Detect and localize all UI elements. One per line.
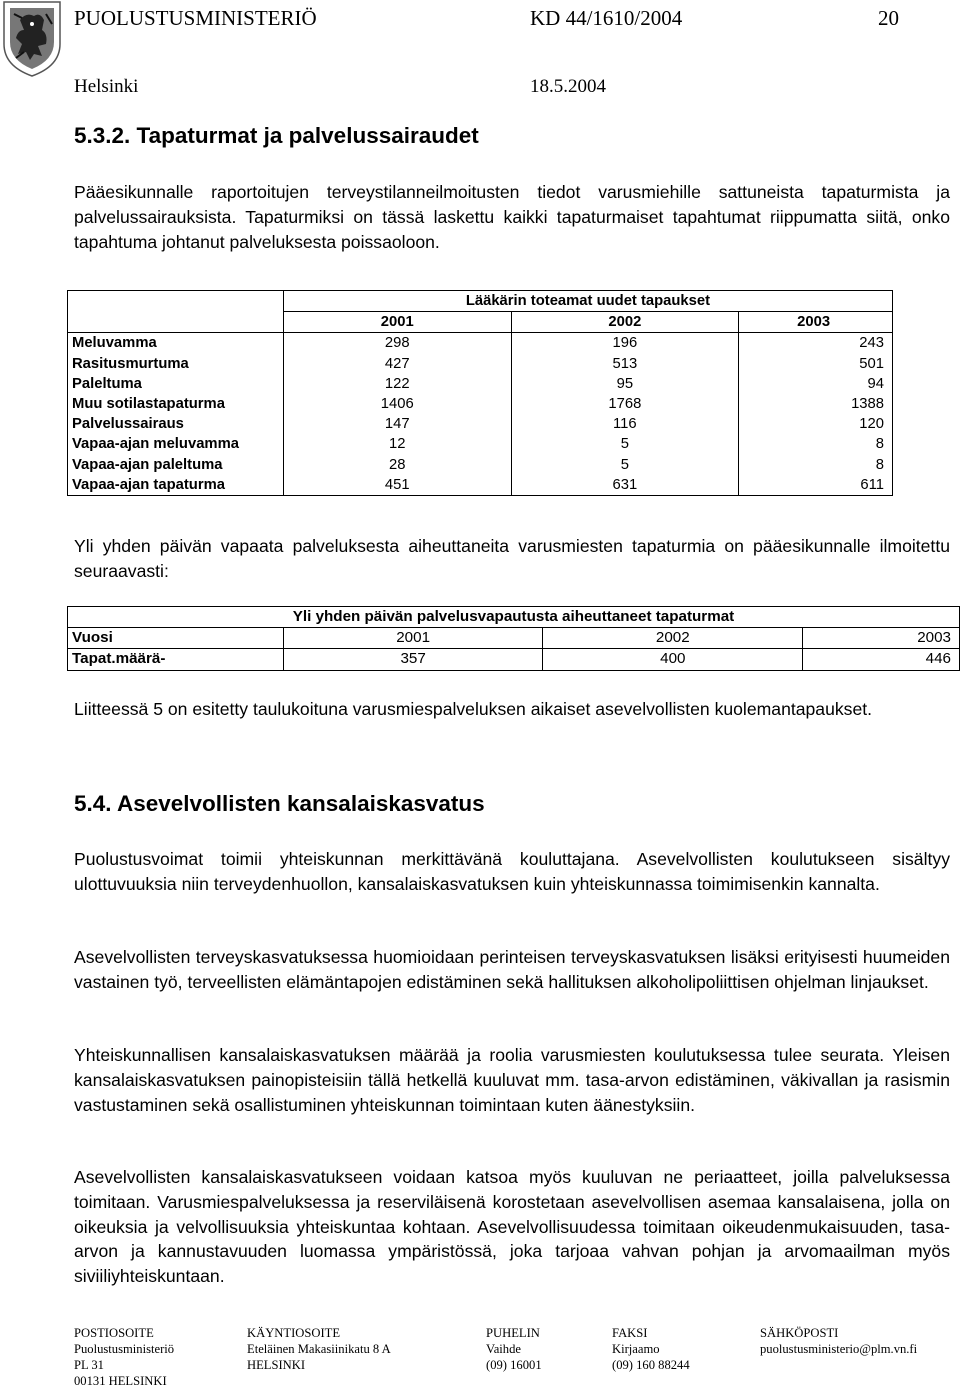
year-value: 2001 [283,628,543,649]
cell-value: 196 [511,333,739,354]
section-heading-kansalaiskasvatus: 5.4. Asevelvollisten kansalaiskasvatus [74,791,485,816]
table2-title: Yli yhden päivän palvelusvapautusta aiheuttaneet tapaturmat [68,607,960,628]
cell-value: 1388 [739,394,893,414]
cell-value: 611 [739,475,893,496]
cell-value: 5 [511,455,739,475]
table-corner [68,291,284,333]
count-value: 400 [543,649,803,670]
cases-table [67,290,893,496]
intro-paragraph [74,180,950,254]
second-text: Yli yhden päivän vapaata palveluksesta aiheuttaneita varusmiesten tapaturmia on pääesikunnalle ilmoitettu seuraavasti: [74,536,950,581]
year-value: 2003 [803,628,960,649]
document-number: KD 44/1610/2004 [530,6,683,30]
year-header: 2002 [511,312,739,333]
cell-value: 501 [739,354,893,374]
footer-line: Puolustusministeriö [74,1342,175,1356]
paragraph-text: Asevelvollisten kansalaiskasvatukseen voidaan katsoa myös kuuluvan ne periaatteet, joilla palveluksessa toimitaan. Varusmiespalveluksessa ja reserviläisenä korostetaan asevelvollisen asemaa kansalaisena, jolla on oikeuksia ja velvollisuuksia yhteiskuntaa kohtaan. Asevelvollisuudessa toimitaan oikeudenmukaisuuden, tasa-arvon ja kannustavuuden luomassa ympäristössä, joka tarjoaa vahvan pohjan ja arvomaailman myös siviiliyhteiskuntaan. [74,1167,950,1287]
cell-value: 427 [283,354,511,374]
intro-text: Pääesikunnalle raportoitujen terveystilanneilmoitusten tiedot varusmiehille sattuneista tapaturmista ja palvelussairauksista. Tapaturmiksi on tässä laskettu kaikki tapaturmaiset tapahtumat riippumatta siitä, onko tapahtuma johtanut palveluksesta poissaoloon. [74,182,950,252]
row-label: Vapaa-ajan tapaturma [68,475,284,496]
count-value: 357 [283,649,543,670]
footer-fax [612,1325,690,1373]
third-text: Liitteessä 5 on esitetty taulukoituna varusmiespalveluksen aikaiset asevelvollisten kuolemantapaukset. [74,699,873,719]
coat-of-arms-logo [2,0,62,78]
row-label: Muu sotilastapaturma [68,394,284,414]
cell-value: 513 [511,354,739,374]
section2-paragraph-2 [74,945,950,995]
year-value: 2002 [543,628,803,649]
cell-value: 631 [511,475,739,496]
footer-line: Kirjaamo [612,1342,660,1356]
cell-value: 243 [739,333,893,354]
footer-title: FAKSI [612,1326,648,1340]
section2-paragraph-3 [74,1043,950,1117]
footer-title: SÄHKÖPOSTI [760,1326,839,1340]
paragraph-text: Yhteiskunnallisen kansalaiskasvatuksen määrää ja roolia varusmiesten koulutuksessa tulee seurata. Yleisen kansalaiskasvatuksen painopisteisiin tällä hetkellä kuuluvat mm. tasa-arvon edistäminen, väkivallan ja rasismin vastustaminen sekä osallistuminen yhteiskunnan toimintaan kuten äänestyksiin. [74,1045,950,1115]
footer-postal [74,1325,174,1389]
year-header: 2003 [739,312,893,333]
paragraph-text: Puolustusvoimat toimii yhteiskunnan merkittävänä kouluttajana. Asevelvollisten koulutukseen sisältyy ulottuvuuksia niin terveydenhuollon, kansalaiskasvatuksen kuin yhteiskunnassa toimimisenkin kannalta. [74,849,950,894]
footer-line: (09) 160 88244 [612,1358,690,1372]
footer-phone [486,1325,542,1373]
cell-value: 451 [283,475,511,496]
cell-value: 1406 [283,394,511,414]
section2-paragraph-1 [74,847,950,897]
footer-line: puolustusministerio@plm.vn.fi [760,1342,918,1356]
cell-value: 1768 [511,394,739,414]
footer-line: 00131 HELSINKI [74,1374,167,1388]
table-title: Lääkärin toteamat uudet tapaukset [283,291,892,312]
section-heading-tapaturmat: 5.3.2. Tapaturmat ja palvelussairaudet [74,123,479,148]
cell-value: 298 [283,333,511,354]
cell-value: 116 [511,414,739,434]
footer-title: POSTIOSOITE [74,1326,154,1340]
cell-value: 94 [739,374,893,394]
year-label: Vuosi [68,628,284,649]
cell-value: 5 [511,434,739,454]
footer-title: PUHELIN [486,1326,540,1340]
cell-value: 8 [739,455,893,475]
footer-line: (09) 16001 [486,1358,542,1372]
header-date: 18.5.2004 [530,76,606,97]
footer-line: Eteläinen Makasiinikatu 8 A [247,1342,391,1356]
footer-line: HELSINKI [247,1358,306,1372]
section2-paragraph-4 [74,1165,950,1289]
header-city: Helsinki [74,76,139,97]
paragraph-text: Asevelvollisten terveyskasvatuksessa huomioidaan perinteisen terveyskasvatuksen lisäksi erityisesti huumeiden vastainen työ, terveellisten elämäntapojen edistäminen sekä hallituksen alkoholipoliittisen ohjelman linjaukset. [74,947,950,992]
cell-value: 8 [739,434,893,454]
footer-title: KÄYNTIOSOITE [247,1326,341,1340]
row-label: Vapaa-ajan meluvamma [68,434,284,454]
row-label: Rasitusmurtuma [68,354,284,374]
third-paragraph [74,697,950,722]
footer-email [760,1325,917,1357]
row-label: Paleltuma [68,374,284,394]
cell-value: 122 [283,374,511,394]
footer-line: Vaihde [486,1342,521,1356]
year-header: 2001 [283,312,511,333]
leave-table [67,606,960,671]
row-label: Vapaa-ajan paleltuma [68,455,284,475]
row-label: Meluvamma [68,333,284,354]
cell-value: 28 [283,455,511,475]
cell-value: 147 [283,414,511,434]
second-paragraph [74,534,950,584]
cell-value: 95 [511,374,739,394]
page-number: 20 [878,6,899,30]
cell-value: 120 [739,414,893,434]
row-label: Palvelussairaus [68,414,284,434]
count-label: Tapat.määrä- [68,649,284,670]
ministry-name: PUOLUSTUSMINISTERIÖ [74,6,317,30]
cell-value: 12 [283,434,511,454]
count-value: 446 [803,649,960,670]
footer-line: PL 31 [74,1358,104,1372]
footer-visit [247,1325,391,1373]
